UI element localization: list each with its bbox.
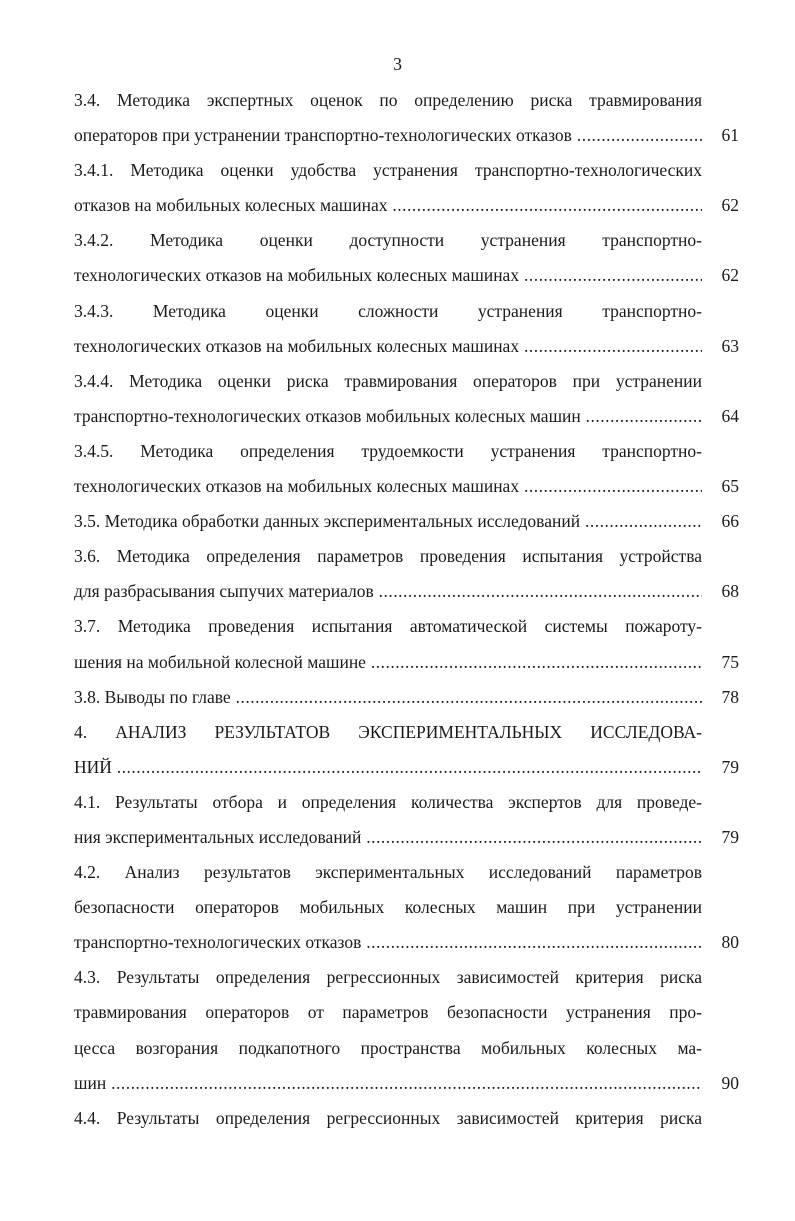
table-of-contents [74,83,739,1136]
toc-entry [74,223,739,293]
toc-entry-title: 4. АНАЛИЗ РЕЗУЛЬТАТОВ ЭКСПЕРИМЕНТАЛЬНЫХ ИССЛЕДОВА- [74,721,702,742]
toc-entry [74,539,739,609]
toc-entry-last-line [74,504,739,539]
toc-page-number: 90 [721,1072,739,1093]
toc-entry-last-line [74,258,739,293]
toc-entry-title: 3.8. Выводы по главе ..... [74,680,702,715]
toc-entry-last-line [74,925,739,960]
toc-entry-last-line [74,118,739,153]
toc-page-number: 79 [721,756,739,777]
toc-entry [74,680,739,715]
toc-entry [74,294,739,364]
toc-entry-last-line [74,574,739,609]
toc-entry-title: НИЙ ..... [74,750,702,785]
toc-entry-last-line [74,329,739,364]
toc-page-number: 68 [721,581,739,602]
toc-page-number: 66 [721,511,739,532]
toc-entry-title: технологических отказов на мобильных колесных машинах ..... [74,329,702,364]
toc-entry-last-line [74,469,739,504]
toc-entry-title: травмирования операторов от параметров безопасности устранения про- [74,1002,702,1023]
toc-entry [74,504,739,539]
toc-page-number: 62 [721,195,739,216]
toc-entry [74,855,739,960]
toc-entry-title: 4.3. Результаты определения регрессионных зависимостей критерия риска [74,967,702,988]
toc-entry-title: 3.5. Методика обработки данных экспериментальных исследований ..... [74,504,702,539]
toc-entry-title: 3.6. Методика определения параметров проведения испытания устройства [74,546,702,567]
toc-entry-title: 3.4.5. Методика определения трудоемкости устранения транспортно- [74,440,702,461]
toc-entry-title: шения на мобильной колесной машине ..... [74,645,702,680]
toc-entry-last-line [74,645,739,680]
toc-entry-last-line [74,680,739,715]
toc-entry-title: 3.7. Методика проведения испытания автоматической системы пожароту- [74,616,702,637]
toc-page-number: 62 [721,265,739,286]
toc-entry-title: шин ..... [74,1066,702,1101]
toc-entry-title: 3.4.2. Методика оценки доступности устранения транспортно- [74,230,702,251]
toc-entry-title: 4.4. Результаты определения регрессионных зависимостей критерия риска [74,1107,702,1128]
toc-entry-title: технологических отказов на мобильных колесных машинах ..... [74,469,702,504]
toc-entry-last-line [74,188,739,223]
toc-entry-last-line [74,820,739,855]
toc-entry-title: 4.2. Анализ результатов экспериментальных исследований параметров [74,862,702,883]
toc-entry-title: транспортно-технологических отказов ..... [74,925,702,960]
toc-entry-title: 4.1. Результаты отбора и определения количества экспертов для проведе- [74,791,702,812]
toc-page-number: 78 [721,686,739,707]
toc-entry [74,609,739,679]
toc-page-number: 65 [721,476,739,497]
toc-entry-title: цесса возгорания подкапотного пространства мобильных колесных ма- [74,1037,702,1058]
toc-entry [74,785,739,855]
toc-page-number: 79 [721,826,739,847]
toc-page-number: 80 [721,932,739,953]
toc-entry-title: транспортно-технологических отказов мобильных колесных машин ..... [74,399,702,434]
toc-entry-last-line [74,1066,739,1101]
toc-entry-title: отказов на мобильных колесных машинах ..... [74,188,702,223]
toc-entry-title: для разбрасывания сыпучих материалов ..... [74,574,702,609]
toc-entry-title: безопасности операторов мобильных колесных машин при устранении [74,897,702,918]
toc-entry [74,715,739,785]
toc-entry-title: операторов при устранении транспортно-технологических отказов ..... [74,118,702,153]
toc-entry [74,960,739,1100]
toc-entry-title: 3.4. Методика экспертных оценок по определению риска травмирования [74,90,702,110]
toc-page-number: 75 [721,651,739,672]
toc-entry-title: технологических отказов на мобильных колесных машинах ..... [74,258,702,293]
toc-entry [74,83,739,153]
toc-page-number: 61 [721,125,739,146]
toc-entry-last-line [74,750,739,785]
toc-entry [74,1101,739,1136]
toc-entry [74,364,739,434]
page-number: 3 [393,54,402,74]
toc-entry-title: 3.4.4. Методика оценки риска травмирования операторов при устранении [74,370,702,391]
toc-page-number: 63 [721,335,739,356]
toc-entry-title: 3.4.3. Методика оценки сложности устранения транспортно- [74,300,702,321]
toc-page-number: 64 [721,405,739,426]
toc-entry [74,153,739,223]
toc-entry-last-line [74,399,739,434]
toc-entry-title: ния экспериментальных исследований ..... [74,820,702,855]
toc-entry [74,434,739,504]
toc-entry-title: 3.4.1. Методика оценки удобства устранения транспортно-технологических [74,160,702,181]
